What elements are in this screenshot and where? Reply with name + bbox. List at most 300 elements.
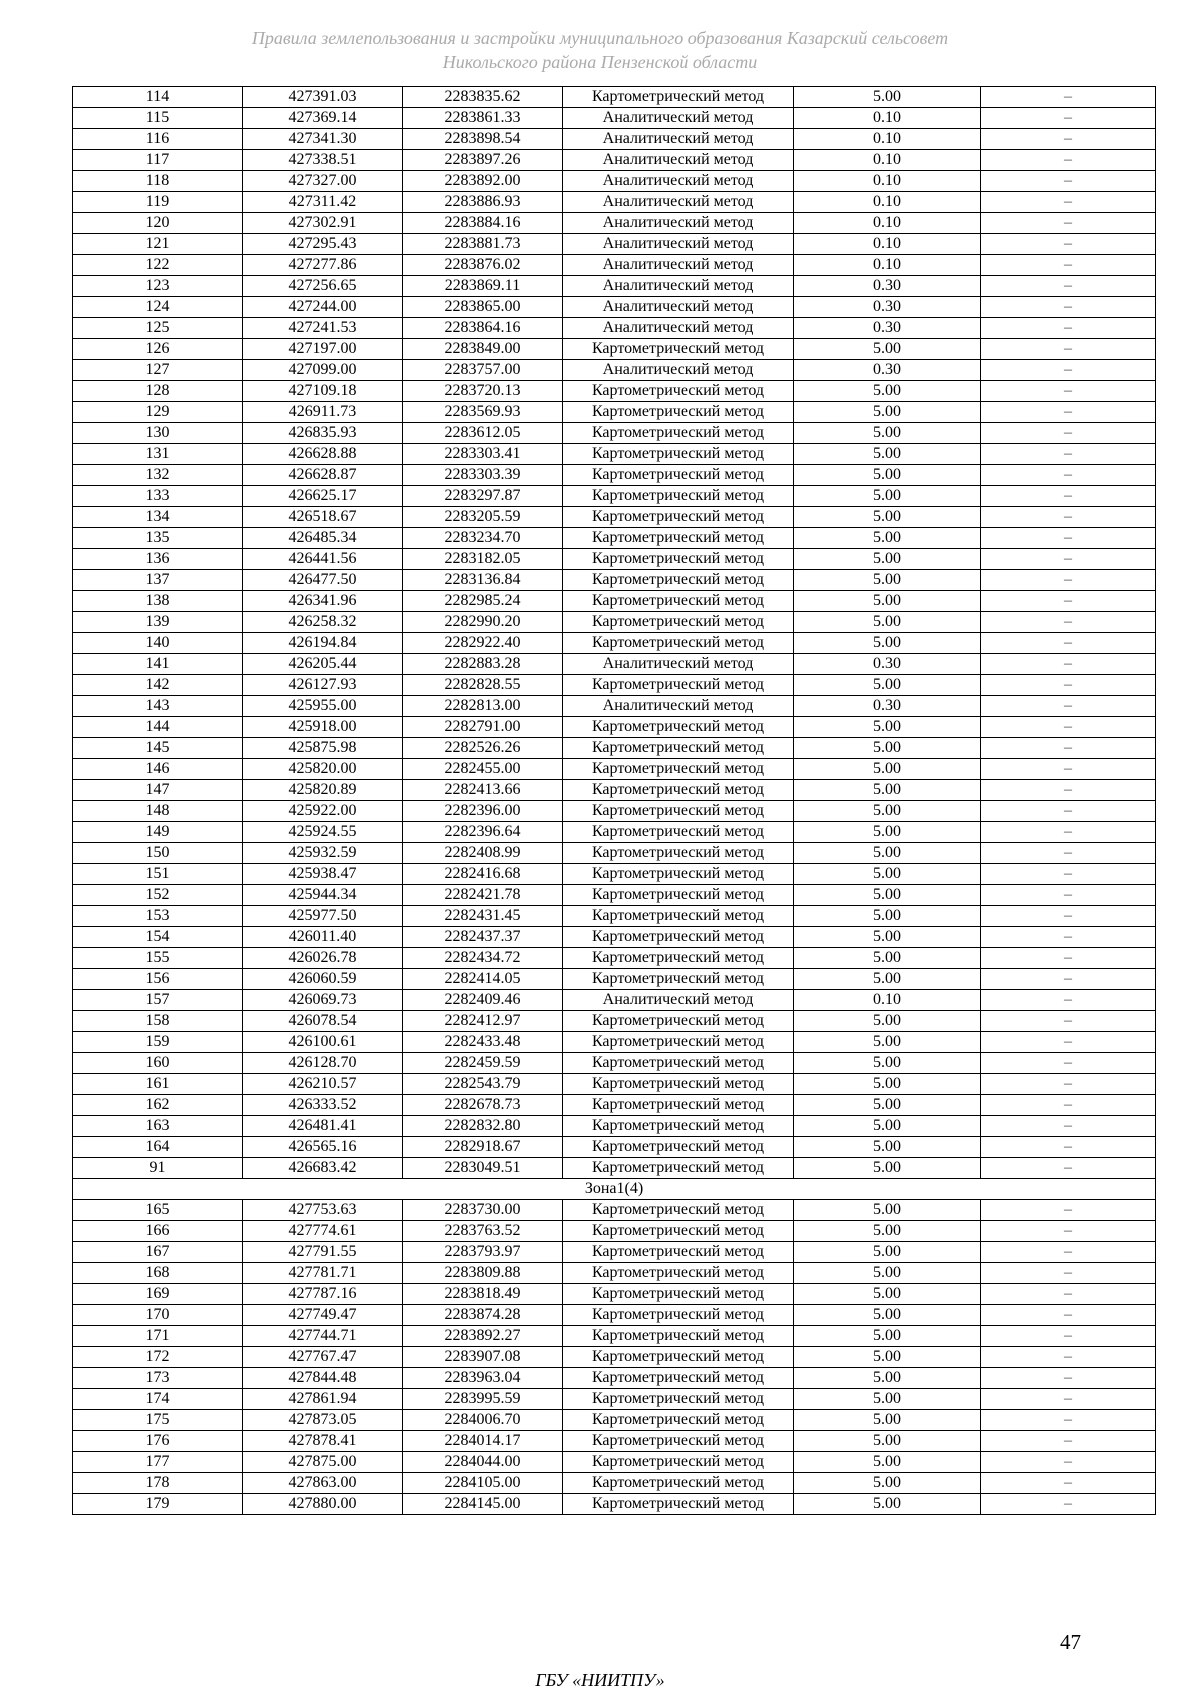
point-number-cell: 135 — [73, 528, 243, 549]
note-cell: – — [981, 213, 1156, 234]
accuracy-cell: 5.00 — [794, 444, 981, 465]
table-row — [73, 465, 1156, 486]
accuracy-cell: 0.10 — [794, 108, 981, 129]
y-coordinate-cell: 2282883.28 — [403, 654, 563, 675]
accuracy-cell: 5.00 — [794, 507, 981, 528]
accuracy-cell: 5.00 — [794, 801, 981, 822]
y-coordinate-cell: 2282412.97 — [403, 1011, 563, 1032]
y-coordinate-cell: 2282396.00 — [403, 801, 563, 822]
y-coordinate-cell: 2283720.13 — [403, 381, 563, 402]
x-coordinate-cell: 426441.56 — [243, 549, 403, 570]
accuracy-cell: 5.00 — [794, 1326, 981, 1347]
x-coordinate-cell: 427873.05 — [243, 1410, 403, 1431]
point-number-cell: 121 — [73, 234, 243, 255]
note-cell: – — [981, 465, 1156, 486]
note-cell: – — [981, 990, 1156, 1011]
method-cell: Картометрический метод — [563, 1032, 794, 1053]
note-cell: – — [981, 1326, 1156, 1347]
y-coordinate-cell: 2283234.70 — [403, 528, 563, 549]
table-row — [73, 1053, 1156, 1074]
zone-table-body — [73, 1200, 1156, 1515]
note-cell: – — [981, 87, 1156, 108]
method-cell: Аналитический метод — [563, 255, 794, 276]
note-cell: – — [981, 1410, 1156, 1431]
page-header — [0, 26, 1200, 74]
note-cell: – — [981, 1200, 1156, 1221]
method-cell: Картометрический метод — [563, 675, 794, 696]
point-number-cell: 149 — [73, 822, 243, 843]
y-coordinate-cell: 2282413.66 — [403, 780, 563, 801]
accuracy-cell: 5.00 — [794, 486, 981, 507]
note-cell: – — [981, 843, 1156, 864]
point-number-cell: 155 — [73, 948, 243, 969]
note-cell: – — [981, 549, 1156, 570]
point-number-cell: 115 — [73, 108, 243, 129]
table-row — [73, 1410, 1156, 1431]
y-coordinate-cell: 2283892.27 — [403, 1326, 563, 1347]
method-cell: Картометрический метод — [563, 1473, 794, 1494]
method-cell: Картометрический метод — [563, 1410, 794, 1431]
table-row — [73, 507, 1156, 528]
point-number-cell: 91 — [73, 1158, 243, 1179]
note-cell: – — [981, 570, 1156, 591]
note-cell: – — [981, 528, 1156, 549]
y-coordinate-cell: 2283809.88 — [403, 1263, 563, 1284]
x-coordinate-cell: 427844.48 — [243, 1368, 403, 1389]
y-coordinate-cell: 2283569.93 — [403, 402, 563, 423]
accuracy-cell: 0.10 — [794, 129, 981, 150]
x-coordinate-cell: 426518.67 — [243, 507, 403, 528]
accuracy-cell: 5.00 — [794, 843, 981, 864]
point-number-cell: 166 — [73, 1221, 243, 1242]
point-number-cell: 126 — [73, 339, 243, 360]
note-cell: – — [981, 276, 1156, 297]
y-coordinate-cell: 2282922.40 — [403, 633, 563, 654]
table-row — [73, 360, 1156, 381]
accuracy-cell: 0.10 — [794, 255, 981, 276]
method-cell: Картометрический метод — [563, 1326, 794, 1347]
point-number-cell: 176 — [73, 1431, 243, 1452]
y-coordinate-cell: 2283763.52 — [403, 1221, 563, 1242]
method-cell: Картометрический метод — [563, 1095, 794, 1116]
method-cell: Аналитический метод — [563, 297, 794, 318]
method-cell: Картометрический метод — [563, 885, 794, 906]
note-cell: – — [981, 906, 1156, 927]
note-cell: – — [981, 948, 1156, 969]
x-coordinate-cell: 426026.78 — [243, 948, 403, 969]
x-coordinate-cell: 426628.87 — [243, 465, 403, 486]
y-coordinate-cell: 2282791.00 — [403, 717, 563, 738]
method-cell: Картометрический метод — [563, 1368, 794, 1389]
accuracy-cell: 5.00 — [794, 780, 981, 801]
table-row — [73, 1305, 1156, 1326]
y-coordinate-cell: 2283136.84 — [403, 570, 563, 591]
accuracy-cell: 0.30 — [794, 696, 981, 717]
accuracy-cell: 5.00 — [794, 1389, 981, 1410]
x-coordinate-cell: 425955.00 — [243, 696, 403, 717]
method-cell: Картометрический метод — [563, 612, 794, 633]
method-cell: Картометрический метод — [563, 1305, 794, 1326]
method-cell: Картометрический метод — [563, 381, 794, 402]
y-coordinate-cell: 2283861.33 — [403, 108, 563, 129]
y-coordinate-cell: 2282437.37 — [403, 927, 563, 948]
note-cell: – — [981, 507, 1156, 528]
table-row — [73, 591, 1156, 612]
y-coordinate-cell: 2282459.59 — [403, 1053, 563, 1074]
accuracy-cell: 0.10 — [794, 192, 981, 213]
method-cell: Картометрический метод — [563, 801, 794, 822]
y-coordinate-cell: 2283757.00 — [403, 360, 563, 381]
point-number-cell: 152 — [73, 885, 243, 906]
accuracy-cell: 5.00 — [794, 1305, 981, 1326]
accuracy-cell: 0.30 — [794, 654, 981, 675]
table-row — [73, 549, 1156, 570]
method-cell: Картометрический метод — [563, 528, 794, 549]
note-cell: – — [981, 1242, 1156, 1263]
y-coordinate-cell: 2283612.05 — [403, 423, 563, 444]
x-coordinate-cell: 427861.94 — [243, 1389, 403, 1410]
note-cell: – — [981, 297, 1156, 318]
x-coordinate-cell: 426100.61 — [243, 1032, 403, 1053]
x-coordinate-cell: 427880.00 — [243, 1494, 403, 1515]
point-number-cell: 158 — [73, 1011, 243, 1032]
point-number-cell: 172 — [73, 1347, 243, 1368]
point-number-cell: 168 — [73, 1263, 243, 1284]
table-row — [73, 150, 1156, 171]
zone-row — [73, 1179, 1156, 1200]
note-cell: – — [981, 612, 1156, 633]
y-coordinate-cell: 2283205.59 — [403, 507, 563, 528]
accuracy-cell: 5.00 — [794, 717, 981, 738]
accuracy-cell: 5.00 — [794, 528, 981, 549]
table-row — [73, 738, 1156, 759]
note-cell: – — [981, 1095, 1156, 1116]
accuracy-cell: 5.00 — [794, 339, 981, 360]
accuracy-cell: 5.00 — [794, 759, 981, 780]
x-coordinate-cell: 426341.96 — [243, 591, 403, 612]
x-coordinate-cell: 426333.52 — [243, 1095, 403, 1116]
point-number-cell: 179 — [73, 1494, 243, 1515]
x-coordinate-cell: 427767.47 — [243, 1347, 403, 1368]
accuracy-cell: 0.10 — [794, 150, 981, 171]
method-cell: Аналитический метод — [563, 696, 794, 717]
accuracy-cell: 5.00 — [794, 1221, 981, 1242]
note-cell: – — [981, 1305, 1156, 1326]
table-row — [73, 759, 1156, 780]
note-cell: – — [981, 1158, 1156, 1179]
y-coordinate-cell: 2283876.02 — [403, 255, 563, 276]
method-cell: Картометрический метод — [563, 822, 794, 843]
y-coordinate-cell: 2282828.55 — [403, 675, 563, 696]
table-row — [73, 528, 1156, 549]
note-cell: – — [981, 1368, 1156, 1389]
note-cell: – — [981, 801, 1156, 822]
method-cell: Аналитический метод — [563, 192, 794, 213]
table-row — [73, 675, 1156, 696]
point-number-cell: 139 — [73, 612, 243, 633]
table-row — [73, 234, 1156, 255]
table-row — [73, 1137, 1156, 1158]
accuracy-cell: 5.00 — [794, 906, 981, 927]
table-row — [73, 423, 1156, 444]
x-coordinate-cell: 427744.71 — [243, 1326, 403, 1347]
note-cell: – — [981, 318, 1156, 339]
method-cell: Картометрический метод — [563, 927, 794, 948]
x-coordinate-cell: 427277.86 — [243, 255, 403, 276]
note-cell: – — [981, 360, 1156, 381]
table-row — [73, 1116, 1156, 1137]
point-number-cell: 141 — [73, 654, 243, 675]
table-row — [73, 1200, 1156, 1221]
point-number-cell: 175 — [73, 1410, 243, 1431]
accuracy-cell: 5.00 — [794, 1494, 981, 1515]
method-cell: Аналитический метод — [563, 318, 794, 339]
x-coordinate-cell: 426911.73 — [243, 402, 403, 423]
note-cell: – — [981, 738, 1156, 759]
table-row — [73, 696, 1156, 717]
table-row — [73, 129, 1156, 150]
y-coordinate-cell: 2283818.49 — [403, 1284, 563, 1305]
point-number-cell: 136 — [73, 549, 243, 570]
point-number-cell: 129 — [73, 402, 243, 423]
table-row — [73, 255, 1156, 276]
point-number-cell: 132 — [73, 465, 243, 486]
x-coordinate-cell: 426481.41 — [243, 1116, 403, 1137]
point-number-cell: 171 — [73, 1326, 243, 1347]
point-number-cell: 145 — [73, 738, 243, 759]
accuracy-cell: 5.00 — [794, 1263, 981, 1284]
method-cell: Картометрический метод — [563, 87, 794, 108]
point-number-cell: 164 — [73, 1137, 243, 1158]
y-coordinate-cell: 2283898.54 — [403, 129, 563, 150]
point-number-cell: 123 — [73, 276, 243, 297]
method-cell: Аналитический метод — [563, 654, 794, 675]
table-row — [73, 906, 1156, 927]
table-row — [73, 192, 1156, 213]
note-cell: – — [981, 927, 1156, 948]
y-coordinate-cell: 2282416.68 — [403, 864, 563, 885]
method-cell: Картометрический метод — [563, 780, 794, 801]
note-cell: – — [981, 822, 1156, 843]
table-row — [73, 402, 1156, 423]
x-coordinate-cell: 427787.16 — [243, 1284, 403, 1305]
x-coordinate-cell: 426625.17 — [243, 486, 403, 507]
note-cell: – — [981, 864, 1156, 885]
y-coordinate-cell: 2283864.16 — [403, 318, 563, 339]
accuracy-cell: 5.00 — [794, 864, 981, 885]
y-coordinate-cell: 2282433.48 — [403, 1032, 563, 1053]
method-cell: Картометрический метод — [563, 1263, 794, 1284]
note-cell: – — [981, 381, 1156, 402]
table-row — [73, 948, 1156, 969]
y-coordinate-cell: 2283835.62 — [403, 87, 563, 108]
x-coordinate-cell: 426060.59 — [243, 969, 403, 990]
header-line-1: Правила землепользования и застройки муниципального образования Казарский сельсовет — [251, 28, 949, 48]
point-number-cell: 177 — [73, 1452, 243, 1473]
table-row — [73, 171, 1156, 192]
method-cell: Картометрический метод — [563, 402, 794, 423]
note-cell: – — [981, 444, 1156, 465]
table-row — [73, 1368, 1156, 1389]
x-coordinate-cell: 427241.53 — [243, 318, 403, 339]
y-coordinate-cell: 2283730.00 — [403, 1200, 563, 1221]
method-cell: Картометрический метод — [563, 1074, 794, 1095]
point-number-cell: 153 — [73, 906, 243, 927]
method-cell: Аналитический метод — [563, 990, 794, 1011]
x-coordinate-cell: 426069.73 — [243, 990, 403, 1011]
x-coordinate-cell: 427341.30 — [243, 129, 403, 150]
note-cell: – — [981, 150, 1156, 171]
point-number-cell: 134 — [73, 507, 243, 528]
table-row — [73, 213, 1156, 234]
accuracy-cell: 5.00 — [794, 1368, 981, 1389]
table-row — [73, 780, 1156, 801]
y-coordinate-cell: 2283865.00 — [403, 297, 563, 318]
point-number-cell: 160 — [73, 1053, 243, 1074]
method-cell: Картометрический метод — [563, 843, 794, 864]
point-number-cell: 163 — [73, 1116, 243, 1137]
y-coordinate-cell: 2283881.73 — [403, 234, 563, 255]
point-number-cell: 120 — [73, 213, 243, 234]
y-coordinate-cell: 2282813.00 — [403, 696, 563, 717]
y-coordinate-cell: 2283849.00 — [403, 339, 563, 360]
table-row — [73, 654, 1156, 675]
point-number-cell: 170 — [73, 1305, 243, 1326]
x-coordinate-cell: 426194.84 — [243, 633, 403, 654]
method-cell: Картометрический метод — [563, 1347, 794, 1368]
note-cell: – — [981, 675, 1156, 696]
note-cell: – — [981, 108, 1156, 129]
note-cell: – — [981, 129, 1156, 150]
y-coordinate-cell: 2282990.20 — [403, 612, 563, 633]
point-number-cell: 156 — [73, 969, 243, 990]
method-cell: Картометрический метод — [563, 633, 794, 654]
x-coordinate-cell: 427878.41 — [243, 1431, 403, 1452]
x-coordinate-cell: 426485.34 — [243, 528, 403, 549]
note-cell: – — [981, 717, 1156, 738]
accuracy-cell: 0.10 — [794, 990, 981, 1011]
accuracy-cell: 5.00 — [794, 549, 981, 570]
y-coordinate-cell: 2283303.41 — [403, 444, 563, 465]
accuracy-cell: 5.00 — [794, 1431, 981, 1452]
note-cell: – — [981, 1053, 1156, 1074]
accuracy-cell: 0.30 — [794, 360, 981, 381]
x-coordinate-cell: 426205.44 — [243, 654, 403, 675]
table-row — [73, 843, 1156, 864]
x-coordinate-cell: 427302.91 — [243, 213, 403, 234]
table-row — [73, 1074, 1156, 1095]
method-cell: Картометрический метод — [563, 1494, 794, 1515]
y-coordinate-cell: 2282434.72 — [403, 948, 563, 969]
method-cell: Картометрический метод — [563, 549, 794, 570]
table-row — [73, 108, 1156, 129]
x-coordinate-cell: 427295.43 — [243, 234, 403, 255]
y-coordinate-cell: 2282414.05 — [403, 969, 563, 990]
table-row — [73, 1158, 1156, 1179]
method-cell: Картометрический метод — [563, 570, 794, 591]
note-cell: – — [981, 1011, 1156, 1032]
note-cell: – — [981, 423, 1156, 444]
method-cell: Аналитический метод — [563, 234, 794, 255]
note-cell: – — [981, 696, 1156, 717]
y-coordinate-cell: 2282409.46 — [403, 990, 563, 1011]
table-row — [73, 1242, 1156, 1263]
note-cell: – — [981, 1116, 1156, 1137]
note-cell: – — [981, 1431, 1156, 1452]
note-cell: – — [981, 633, 1156, 654]
y-coordinate-cell: 2282408.99 — [403, 843, 563, 864]
table-row — [73, 381, 1156, 402]
table-row — [73, 990, 1156, 1011]
y-coordinate-cell: 2282455.00 — [403, 759, 563, 780]
table-row — [73, 717, 1156, 738]
table-row — [73, 969, 1156, 990]
accuracy-cell: 5.00 — [794, 381, 981, 402]
y-coordinate-cell: 2283049.51 — [403, 1158, 563, 1179]
y-coordinate-cell: 2283884.16 — [403, 213, 563, 234]
point-number-cell: 138 — [73, 591, 243, 612]
method-cell: Аналитический метод — [563, 360, 794, 381]
accuracy-cell: 5.00 — [794, 1011, 981, 1032]
method-cell: Картометрический метод — [563, 1284, 794, 1305]
table-row — [73, 822, 1156, 843]
note-cell: – — [981, 885, 1156, 906]
y-coordinate-cell: 2284105.00 — [403, 1473, 563, 1494]
point-number-cell: 161 — [73, 1074, 243, 1095]
y-coordinate-cell: 2282526.26 — [403, 738, 563, 759]
accuracy-cell: 5.00 — [794, 423, 981, 444]
point-number-cell: 140 — [73, 633, 243, 654]
x-coordinate-cell: 427391.03 — [243, 87, 403, 108]
method-cell: Картометрический метод — [563, 465, 794, 486]
table-row — [73, 1389, 1156, 1410]
point-number-cell: 159 — [73, 1032, 243, 1053]
method-cell: Картометрический метод — [563, 864, 794, 885]
accuracy-cell: 5.00 — [794, 1158, 981, 1179]
x-coordinate-cell: 425944.34 — [243, 885, 403, 906]
x-coordinate-cell: 427099.00 — [243, 360, 403, 381]
x-coordinate-cell: 426128.70 — [243, 1053, 403, 1074]
point-number-cell: 137 — [73, 570, 243, 591]
accuracy-cell: 5.00 — [794, 1242, 981, 1263]
method-cell: Картометрический метод — [563, 486, 794, 507]
method-cell: Картометрический метод — [563, 1242, 794, 1263]
accuracy-cell: 5.00 — [794, 570, 981, 591]
note-cell: – — [981, 255, 1156, 276]
point-number-cell: 154 — [73, 927, 243, 948]
table-row — [73, 1221, 1156, 1242]
method-cell: Картометрический метод — [563, 507, 794, 528]
page-number: 47 — [1060, 1630, 1081, 1654]
accuracy-cell: 0.30 — [794, 276, 981, 297]
point-number-cell: 131 — [73, 444, 243, 465]
note-cell: – — [981, 1347, 1156, 1368]
note-cell: – — [981, 1494, 1156, 1515]
point-number-cell: 167 — [73, 1242, 243, 1263]
point-number-cell: 169 — [73, 1284, 243, 1305]
x-coordinate-cell: 427791.55 — [243, 1242, 403, 1263]
y-coordinate-cell: 2282543.79 — [403, 1074, 563, 1095]
x-coordinate-cell: 427256.65 — [243, 276, 403, 297]
note-cell: – — [981, 171, 1156, 192]
x-coordinate-cell: 427863.00 — [243, 1473, 403, 1494]
point-number-cell: 178 — [73, 1473, 243, 1494]
table-row — [73, 612, 1156, 633]
method-cell: Картометрический метод — [563, 1011, 794, 1032]
note-cell: – — [981, 192, 1156, 213]
table-row — [73, 1032, 1156, 1053]
point-number-cell: 150 — [73, 843, 243, 864]
